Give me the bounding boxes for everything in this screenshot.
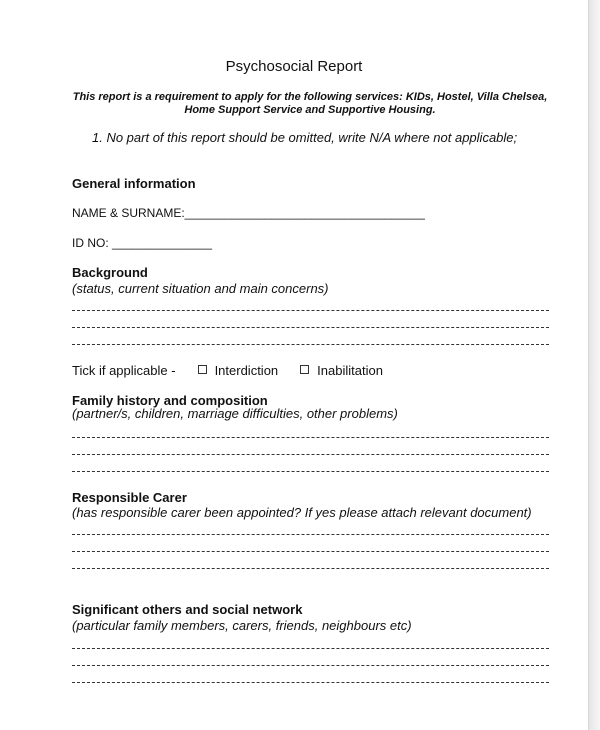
background-hint: (status, current situation and main concerns) — [72, 281, 329, 296]
social-network-heading: Significant others and social network — [72, 602, 303, 617]
intro-line-2: Home Support Service and Supportive Housing. — [184, 104, 436, 116]
family-answer-line-2[interactable] — [72, 454, 549, 455]
carer-answer-line-1[interactable] — [72, 534, 549, 535]
background-answer-line-3[interactable] — [72, 344, 549, 345]
id-number-field[interactable]: ID NO: _______________ — [72, 236, 213, 250]
background-answer-line-1[interactable] — [72, 310, 549, 311]
background-heading: Background — [72, 265, 148, 280]
tick-label: Tick if applicable - — [72, 363, 176, 378]
family-answer-line-1[interactable] — [72, 437, 549, 438]
interdiction-label: Interdiction — [214, 363, 279, 378]
page-edge-shadow — [589, 0, 600, 730]
carer-answer-line-2[interactable] — [72, 551, 549, 552]
inabilitation-checkbox[interactable] — [300, 365, 309, 374]
social-network-hint: (particular family members, carers, friends, neighbours etc) — [72, 618, 412, 633]
instruction-note: 1. No part of this report should be omitted, write N/A where not applicable; — [92, 130, 518, 145]
family-answer-line-3[interactable] — [72, 471, 549, 472]
network-answer-line-2[interactable] — [72, 665, 549, 666]
general-information-heading: General information — [72, 176, 196, 191]
family-history-hint: (partner/s, children, marriage difficulties, other problems) — [72, 406, 398, 421]
name-surname-field[interactable]: NAME & SURNAME:____________________________________ — [72, 206, 425, 220]
tick-if-applicable-row — [72, 363, 383, 378]
network-answer-line-1[interactable] — [72, 648, 549, 649]
inabilitation-label: Inabilitation — [317, 363, 383, 378]
network-answer-line-3[interactable] — [72, 682, 549, 683]
family-history-heading: Family history and composition — [72, 393, 268, 408]
background-answer-line-2[interactable] — [72, 327, 549, 328]
responsible-carer-heading: Responsible Carer — [72, 490, 187, 505]
page-title: Psychosocial Report — [225, 58, 363, 75]
interdiction-checkbox[interactable] — [198, 365, 207, 374]
carer-answer-line-3[interactable] — [72, 568, 549, 569]
responsible-carer-hint: (has responsible carer been appointed? If yes please attach relevant document) — [72, 505, 532, 520]
intro-line-1: This report is a requirement to apply for the following services: KIDs, Hostel, Villa Chelsea, — [72, 91, 548, 103]
